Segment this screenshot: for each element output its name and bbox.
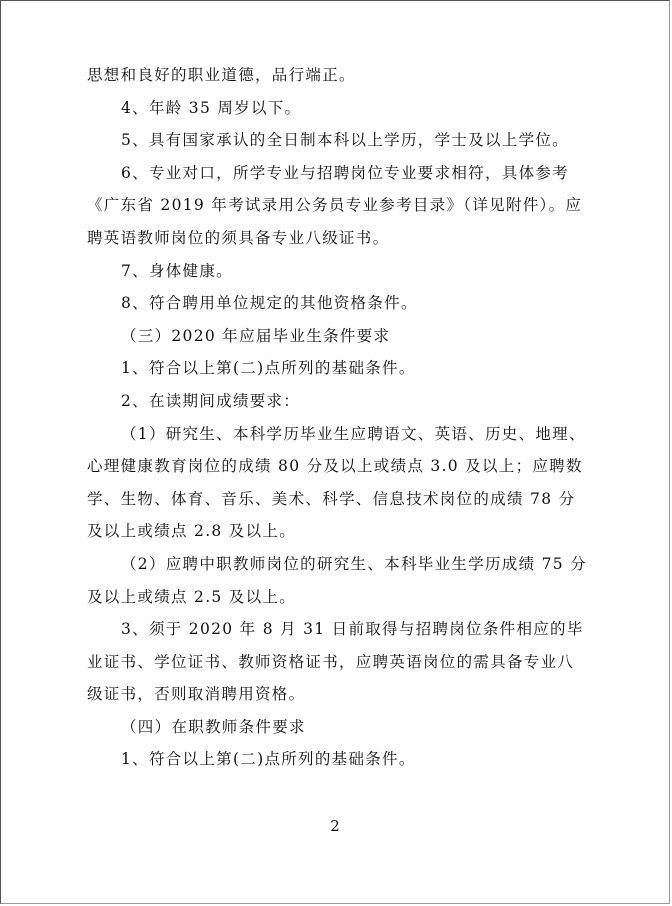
paragraph: 1、符合以上第(二)点所列的基础条件。: [121, 359, 416, 378]
page-number: 2: [330, 817, 340, 835]
paragraph: 6、专业对口，所学专业与招聘岗位专业要求相符，具体参考《广东省 2019 年考试录用公务员专业参考目录》（详见附件）。应聘英语教师岗位的须具备专业八级证书。: [87, 163, 583, 247]
paragraph: 3、须于 2020 年 8 月 31 日前取得与招聘岗位条件相应的毕业证书、学位证书、教师资格证书，应聘英语岗位的需具备专业八级证书，否则取消聘用资格。: [87, 620, 584, 704]
paragraph: 7、身体健康。: [121, 261, 233, 280]
paragraph: （2）应聘中职教师岗位的研究生、本科毕业生学历成绩 75 分及以上或绩点 2.5 及以上。: [87, 554, 587, 606]
paragraph: 思想和良好的职业道德，品行端正。: [87, 66, 356, 84]
document-body: [87, 59, 587, 776]
section-heading: （四）在职教师条件要求: [121, 717, 306, 736]
section-heading: （三）2020 年应届毕业生条件要求: [121, 326, 391, 345]
paragraph: （1）研究生、本科学历毕业生应聘语文、英语、历史、地理、心理健康教育岗位的成绩 80 分及以上或绩点 3.0 及以上；应聘数学、生物、体育、音乐、美术、科学、信息技术岗位的成绩 78 分及以上或绩点 2.8 及以上。: [87, 424, 586, 541]
paragraph: 1、符合以上第(二)点所列的基础条件。: [121, 750, 416, 769]
paragraph: 2、在读期间成绩要求：: [121, 391, 301, 410]
paragraph: 5、具有国家承认的全日制本科以上学历，学士及以上学位。: [121, 131, 569, 150]
paragraph: 4、年龄 35 周岁以下。: [121, 98, 302, 117]
paragraph: 8、符合聘用单位规定的其他资格条件。: [121, 294, 418, 313]
